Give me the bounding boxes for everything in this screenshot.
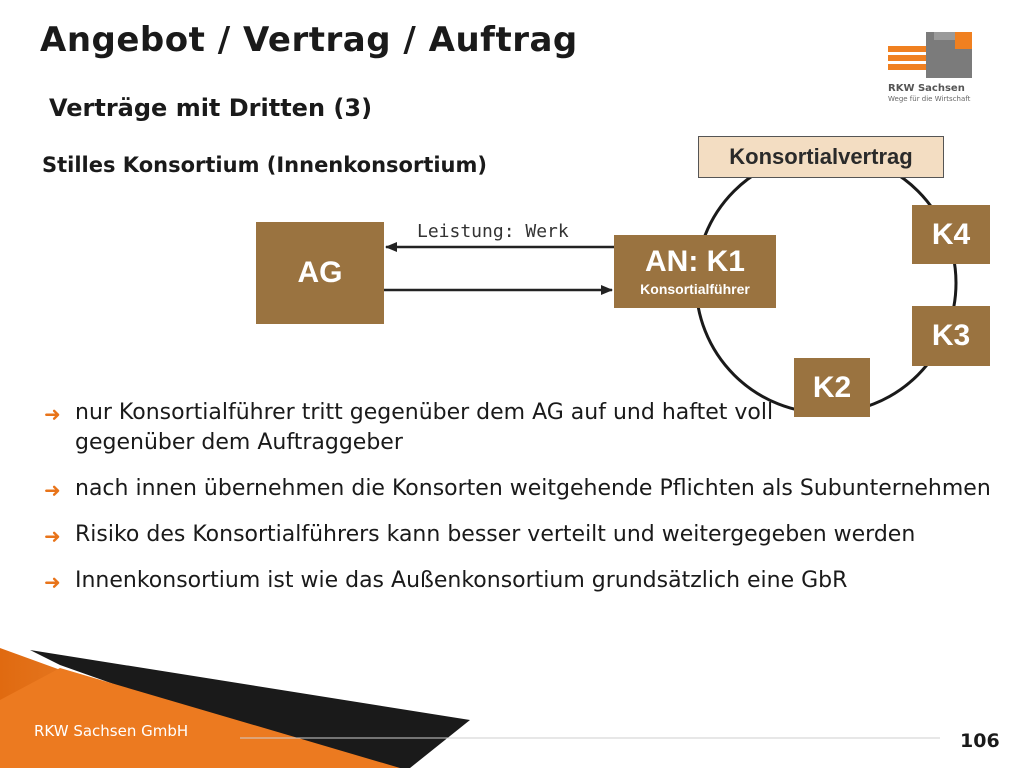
page-number: 106 (960, 730, 1000, 752)
k2-label: K2 (812, 370, 852, 404)
k3-label: K3 (931, 319, 971, 352)
slide-subtitle: Verträge mit Dritten (3) (49, 94, 373, 122)
an-sub-label: Konsortialführer (640, 281, 750, 297)
arrow-label: Leistung: Werk (417, 221, 569, 242)
bullet-item: ➜ Innenkonsortium ist wie das Außenkonsortium grundsätzlich eine GbR (44, 566, 1004, 596)
k4-label: K4 (931, 217, 971, 251)
arrow-right-icon: ➜ (44, 402, 61, 426)
arrow-right-icon: ➜ (44, 524, 61, 548)
an-label: AN: K1 (644, 245, 745, 278)
logo-name: RKW Sachsen (888, 83, 965, 94)
logo-tagline: Wege für die Wirtschaft (888, 95, 971, 103)
bullet-item: ➜ Risiko des Konsortialführers kann besser verteilt und weitergegeben werden (44, 520, 1004, 550)
footer-company: RKW Sachsen GmbH (34, 722, 189, 740)
arrow-right-icon: ➜ (44, 570, 61, 594)
section-heading: Stilles Konsortium (Innenkonsortium) (42, 153, 487, 177)
slide-title: Angebot / Vertrag / Auftrag (40, 20, 578, 60)
bullet-item: ➜ nur Konsortialführer tritt gegenüber dem AG auf und haftet voll gegenüber dem Auftraggeber (44, 400, 774, 455)
ag-label: AG (297, 256, 343, 289)
arrow-right-icon: ➜ (44, 478, 61, 502)
bullet-item: ➜ nach innen übernehmen die Konsorten weitgehende Pflichten als Subunternehmen (44, 474, 1004, 504)
konsortialvertrag-box: Konsortialvertrag (698, 136, 944, 178)
